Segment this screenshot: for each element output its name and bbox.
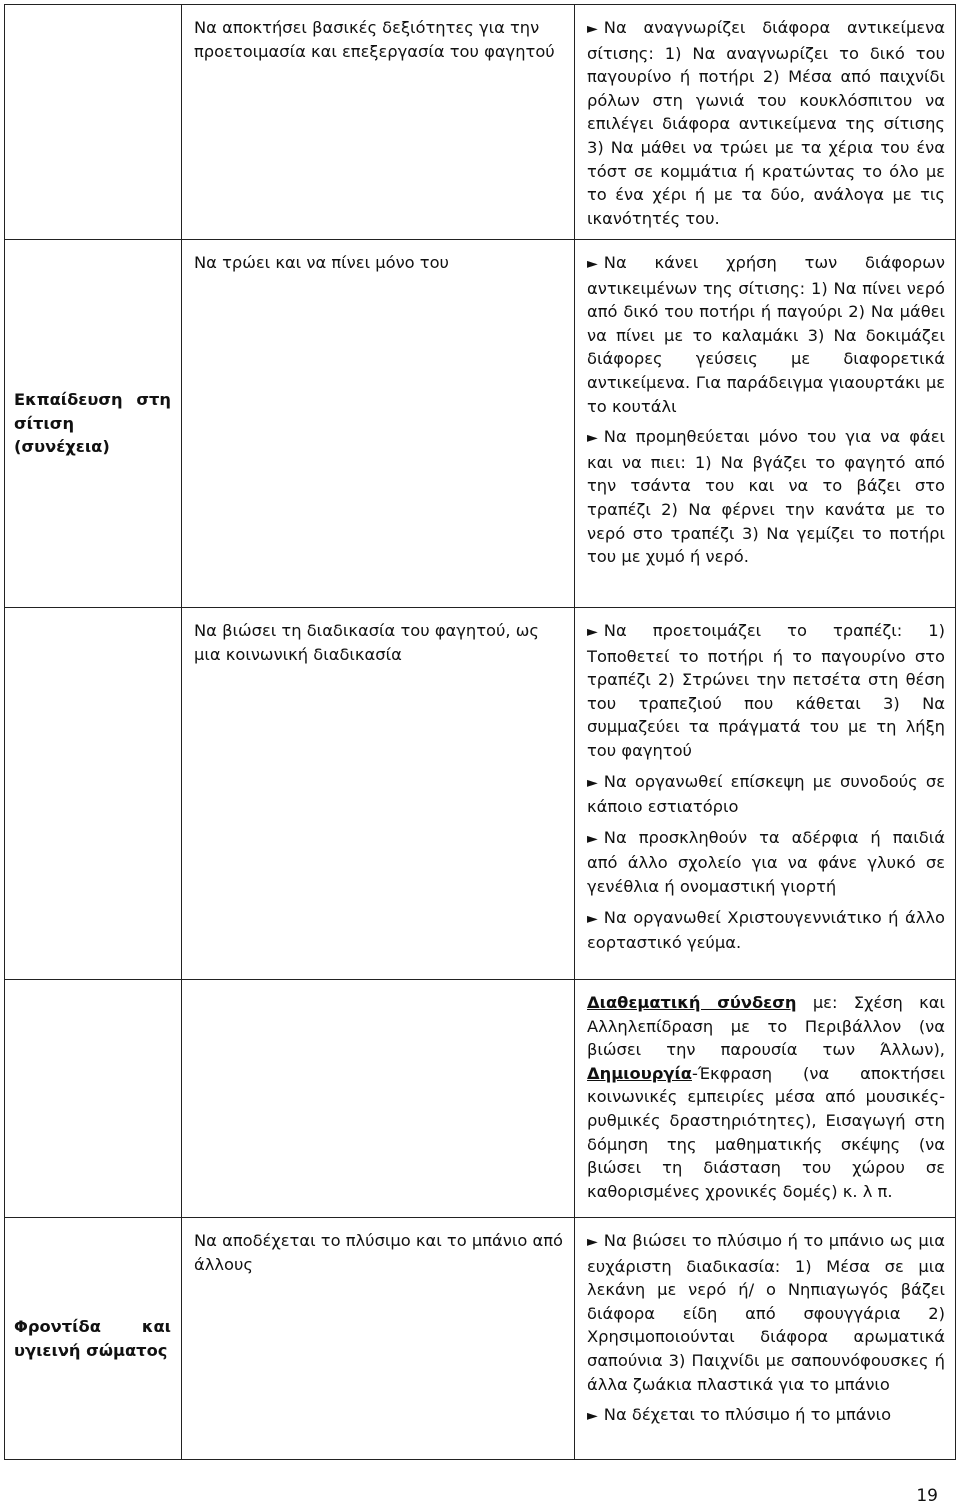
- thematic-link-creation: Δημιουργία: [587, 1063, 692, 1083]
- table-row: [5, 5, 956, 240]
- table-row: [5, 240, 956, 608]
- thematic-links-text: Διαθεματική σύνδεση με: Σχέση και Αλληλεπίδραση με το Περιβάλλον (να βιώσει την παρουσία των Άλλων), Δημιουργία-Έκφραση (να αποκτήσει κοινωνικές εμπειρίες μέσα από μουσικές-ρυθμικές δραστηριότητες), Εισαγωγή στη δόμηση της μαθηματικής σκέψης (να βιώσει τη διάσταση του χώρου σε καθορισμένες χρονικές δομές) κ. λ π.: [587, 993, 946, 1201]
- activity-item: ► Να προμηθεύεται μόνο του για να φάει και να πιει: 1) Να βγάζει το φαγητό από την τσάντα του και να το βάζει στο τραπέζι 2) Να φέρνει την κανάτα με το νερό στο τραπέζι 3) Να γεμίζει το ποτήρι του με χυμό ή νερό.: [587, 427, 945, 567]
- thematic-links-cell: [575, 980, 956, 1218]
- goal-cell: Να τρώει και να πίνει μόνο του: [182, 240, 575, 608]
- goal-cell: Να αποδέχεται το πλύσιμο και το μπάνιο από άλλους: [182, 1218, 575, 1460]
- category-cell: Εκπαίδευση στη σίτιση (συνέχεια): [5, 240, 182, 608]
- goal-cell: Να αποκτήσει βασικές δεξιότητες για την προετοιμασία και επεξεργασία του φαγητού: [182, 5, 575, 240]
- activity-item: ► Να δέχεται το πλύσιμο ή το μπάνιο: [587, 1405, 892, 1425]
- bullet-icon: ►: [587, 830, 598, 847]
- thematic-links-heading: Διαθεματική σύνδεση: [587, 993, 797, 1012]
- table-row: [5, 608, 956, 980]
- goal-cell: [182, 980, 575, 1218]
- activities-cell: [575, 240, 956, 608]
- activity-item: ► Να κάνει χρήση των διάφορων αντικειμένων της σίτισης: 1) Να πίνει νερό από δικό του ποτήρι ή παγούρι 2) Να μάθει να πίνει με το καλαμάκι 3) Να δοκιμάζει διάφορες γεύσεις με διαφορετικά αντικείμενα. Για παράδειγμα γιαουρτάκι με το κουτάλι: [587, 253, 945, 416]
- bullet-icon: ►: [587, 256, 598, 272]
- goal-cell: Να βιώσει τη διαδικασία του φαγητού, ως μια κοινωνική διαδικασία: [182, 608, 575, 980]
- activity-item: ► Να προσκληθούν τα αδέρφια ή παιδιά από άλλο σχολείο για να φάνε γλυκό σε γενέθλια ή ονομαστική γιορτή: [587, 827, 945, 896]
- activities-cell: [575, 608, 956, 980]
- activity-item: ► Να βιώσει το πλύσιμο ή το μπάνιο ως μια ευχάριστη διαδικασία: 1) Μέσα σε μια λεκάνη με νερό ή/ ο Νηπιαγωγός βάζει διάφορα είδη από σφουγγάρια 2) Χρησιμοποιούνται διάφορα αρωματικά σαπούνια 3) Παιχνίδι με σαπουνόφουσκες ή άλλα ζωάκια πλαστικά για το μπάνιο: [587, 1231, 945, 1394]
- category-cell: [5, 608, 182, 980]
- category-cell: [5, 980, 182, 1218]
- activities-cell: [575, 5, 956, 240]
- table-row: [5, 1218, 956, 1460]
- activity-item: ► Να προετοιμάζει το τραπέζι: 1) Τοποθετεί το ποτήρι ή το παγουρίνο στο τραπέζι 2) Στρώνει την πετσέτα στη θέση του τραπεζιού που κάθεται 3) Να συμμαζεύει τα πράγματά του με τη λήξη του φαγητού: [587, 621, 945, 760]
- activity-item: ► Να αναγνωρίζει διάφορα αντικείμενα σίτισης: 1) Να αναγνωρίζει το δικό του παγουρίνο ή ποτήρι 2) Μέσα από παιχνίδι ρόλων στη γωνιά του κουκλόσπιτου να επιλέγει διάφορα αντικείμενα της σίτισης 3) Να μάθει να τρώει με τα χέρια του ένα τόστ σε κομμάτια ή κρατώντας το όλο με το ένα χέρι ή με τα δύο, ανάλογα με τις ικανότητές του.: [587, 18, 945, 228]
- activities-cell: [575, 1218, 956, 1460]
- activity-item: ► Να οργανωθεί Χριστουγεννιάτικο ή άλλο εορταστικό γεύμα.: [587, 907, 945, 953]
- bullet-icon: ►: [587, 430, 598, 447]
- bullet-icon: ►: [587, 910, 598, 927]
- category-cell: [5, 5, 182, 240]
- curriculum-table: [4, 4, 956, 1460]
- bullet-icon: ►: [587, 624, 598, 640]
- bullet-icon: ►: [587, 1408, 598, 1425]
- bullet-icon: ►: [587, 1234, 598, 1250]
- activity-item: ► Να οργανωθεί επίσκεψη με συνοδούς σε κάποιο εστιατόριο: [587, 771, 945, 817]
- bullet-icon: ►: [587, 21, 598, 37]
- bullet-icon: ►: [587, 774, 598, 791]
- page-number: 19: [916, 1486, 938, 1506]
- category-cell: Φροντίδα και υγιεινή σώματος: [5, 1218, 182, 1460]
- table-row: [5, 980, 956, 1218]
